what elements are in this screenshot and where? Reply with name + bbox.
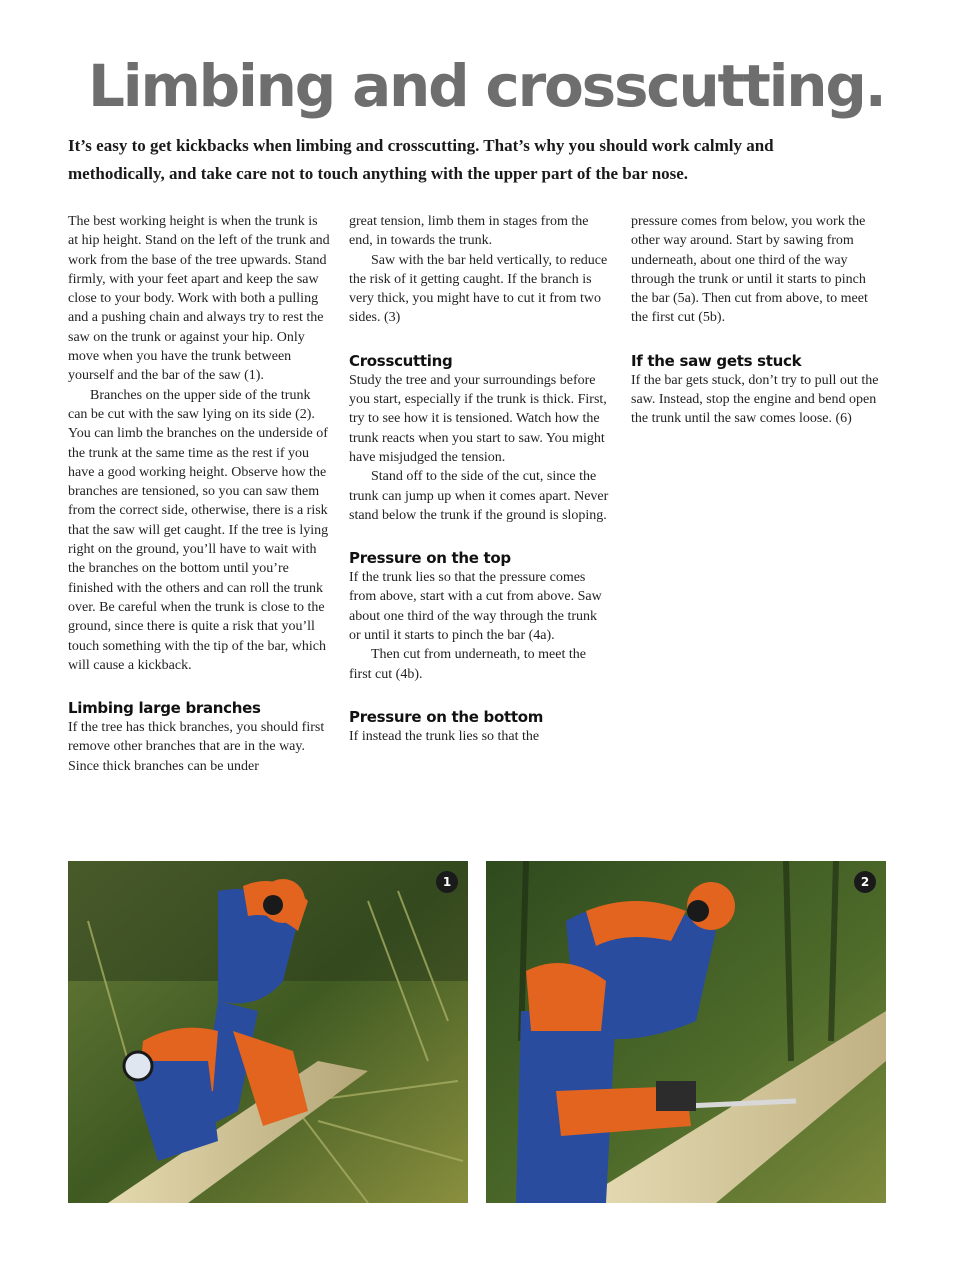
paragraph-crosscutting-stand: Stand off to the side of the cut, since the trunk can jump up when it comes apart. Never stand below the trunk if the ground is sloping.	[349, 469, 609, 523]
intro-paragraph: It’s easy to get kickbacks when limbing and crosscutting. That’s why you should work calmly and methodically, and take care not to touch anything with the upper part of the bar nose.	[68, 136, 774, 183]
heading-crosscutting: Crosscutting	[349, 351, 453, 370]
photo-limbing-2	[486, 861, 886, 1203]
paragraph-pressure-top-then: Then cut from underneath, to meet the first cut (4b).	[349, 647, 586, 682]
paragraph-large-branches-continued: great tension, limb them in stages from the end, in towards the trunk.	[349, 214, 589, 249]
paragraph-pressure-bottom-continued: pressure comes from below, you work the other way around. Start by sawing from underneath, about one third of the way through the trunk or until it starts to pinch the bar (5a). Then cut from above, to meet the first cut (5b).	[631, 214, 868, 326]
photo-limbing-1	[68, 861, 468, 1203]
text-column-1	[68, 212, 330, 776]
heading-limbing-large-branches: Limbing large branches	[68, 699, 261, 718]
text-column-3	[631, 212, 886, 429]
paragraph-pressure-bottom: If instead the trunk lies so that the	[349, 728, 540, 744]
paragraph-upper-branches: Branches on the upper side of the trunk can be cut with the saw lying on its side (2). You can limb the branches on the underside of the trunk at the same time as the rest if you have a good working height. Observe how the branches are tensioned, so you can saw them from the correct side, otherwise, there is a risk that the saw will get caught. If the tree is lying right on the ground, you’ll have to wait with the branches on the bottom until you’re finished with the others and can roll the trunk over. Be careful when the trunk is close to the ground, since there is quite a risk that you’ll touch something with the tip of the bar, which will cause a kickback.	[68, 387, 329, 673]
paragraph-pressure-top: If the trunk lies so that the pressure comes from above, start with a cut from above. Saw about one third of the way through the trunk or until it starts to pinch the bar (4a).	[349, 570, 602, 644]
paragraph-vertical-bar: Saw with the bar held vertically, to reduce the risk of it getting caught. If the branch is very thick, you might have to cut it from two sides. (3)	[349, 252, 608, 326]
photo-number-badge: 2	[854, 871, 876, 893]
paragraph-crosscutting-study: Study the tree and your surroundings before you start, especially if the trunk is thick. First, try to see how it is tensioned. Watch how the trunk reacts when you start to saw. You might have misjudged the tension.	[349, 372, 607, 465]
heading-pressure-bottom: Pressure on the bottom	[349, 707, 544, 726]
heading-pressure-top: Pressure on the top	[349, 549, 511, 568]
heading-saw-stuck: If the saw gets stuck	[631, 351, 802, 370]
paragraph-working-height: The best working height is when the trunk is at hip height. Stand on the left of the trunk and work from the base of the tree upwards. Stand firmly, with your feet apart and keep the saw close to your body. Work with both a pulling and a pushing chain and always try to rest the saw on the trunk or against your hip. Only move when you have the trunk between yourself and the bar of the saw (1).	[68, 214, 330, 384]
photo-limbing-2-illustration	[486, 861, 886, 1203]
photo-number-badge: 1	[436, 871, 458, 893]
page-title: Limbing and crosscutting.	[88, 52, 885, 120]
paragraph-large-branches: If the tree has thick branches, you should first remove other branches that are in the way. Since thick branches can be under	[68, 720, 325, 774]
paragraph-saw-stuck: If the bar gets stuck, don’t try to pull out the saw. Instead, stop the engine and bend open the trunk until the saw comes loose. (6)	[631, 372, 879, 427]
photo-limbing-1-illustration	[68, 861, 468, 1203]
text-column-2	[349, 212, 611, 746]
